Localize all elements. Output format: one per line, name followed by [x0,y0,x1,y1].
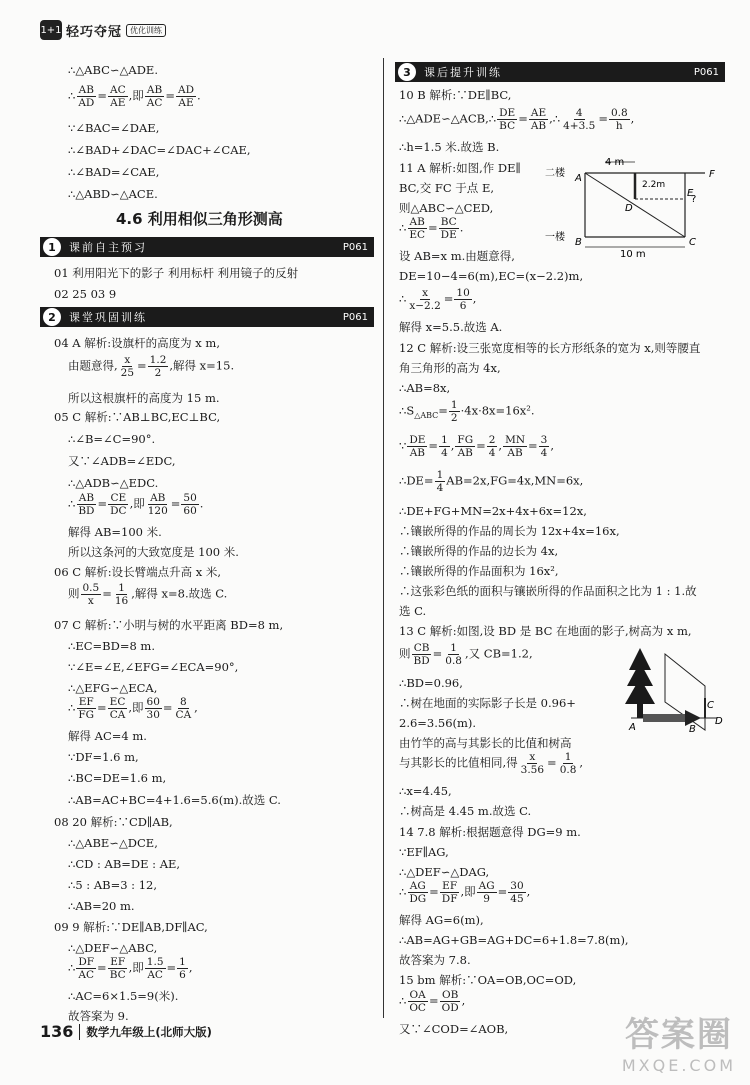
section-page: P061 [342,311,368,323]
fraction: $\frac{CB}{BD}$ [413,642,430,667]
answer-line: 07 C 解析:∵小明与树的水平距离 BD=8 m, [54,618,284,632]
answer-line: ∴ $\frac{AB}{EC}$ = $\frac{BC}{DE}$ . [399,216,464,241]
fraction: $\frac{50}{60}$ [183,492,197,517]
answer-line: ∴AB=AG+GB=AG+DC=6+1.8=7.8(m), [399,933,629,947]
section-bar-1 [40,237,374,257]
label-a: A [629,722,636,733]
fraction: $\frac{3}{4}$ [540,434,548,459]
section-number: 1 [43,238,61,256]
label-bottom-len: 10 m [620,249,646,260]
answer-line: ∴△DEF∽△ABC, [68,941,158,955]
answer-line: BC,交 FC 于点 E, [399,181,495,195]
answer-line: 则 $\frac{0.5}{x}$ = $\frac{1}{16}$ ,解得 x=8.故选 C. [68,582,228,607]
section-number: 2 [43,308,61,326]
answer-line: 06 C 解析:设长臂端点升高 x 米, [54,565,222,579]
section-page: P061 [693,66,719,78]
answer-line: 解得 AC=4 m. [68,729,147,743]
answer-line: 设 AB=x m.由题意得, [399,249,515,263]
answer-line: ∵∠E=∠E,∠EFG=∠ECA=90°, [68,660,239,674]
answer-line: ∴BC=DE=1.6 m, [68,771,167,785]
answer-line: 解得 x=5.5.故选 A. [399,320,503,334]
fraction: $\frac{8}{CA}$ [175,696,192,721]
fraction: $\frac{AB}{AD}$ [78,84,95,109]
fraction: $\frac{x}{x-2.2}$ [409,287,441,312]
footer-divider [79,1024,80,1040]
fraction: $\frac{FG}{AB}$ [457,434,474,459]
answer-line: ∴这张彩色纸的面积与镶嵌所得的作品面积之比为 1 : 1.故 [399,584,697,598]
section-title: 课堂巩固训练 [69,311,147,324]
section-number: 3 [398,63,416,81]
answer-line: 04 A 解析:设旗杆的高度为 x m, [54,336,220,350]
answer-line: 10 B 解析:∵DE∥BC, [399,88,512,102]
fraction: $\frac{EF}{BC}$ [109,956,126,981]
fraction: $\frac{CE}{DC}$ [110,492,127,517]
answer-line: 又∵∠ADB=∠EDC, [68,454,176,468]
section-heading: 4.6 利用相似三角形测高 [116,210,283,228]
fraction: $\frac{EF}{DF}$ [441,880,458,905]
answer-line: ∴ $\frac{x}{x-2.2}$ = $\frac{10}{6}$ , [399,287,477,312]
answer-line: ∴∠B=∠C=90°. [68,432,156,446]
label-c: C [689,237,696,248]
answer-line: ∴AB=AC+BC=4+1.6=5.6(m).故选 C. [68,793,281,807]
label-height: 2.2m [642,180,666,190]
answer-line: ∴BD=0.96, [399,676,463,690]
answer-line: 13 C 解析:如图,设 BD 是 BC 在地面的影子,树高为 x m, [399,624,692,638]
shadow-bar [643,714,689,722]
fraction: $\frac{AB}{120}$ [147,492,168,517]
fraction: $\frac{60}{30}$ [146,696,160,721]
label-d: D [715,716,723,727]
answer-line: 14 7.8 解析:根据题意得 DG=9 m. [399,825,581,839]
label-e: E [687,188,694,199]
fraction: $\frac{x}{25}$ [120,354,135,379]
answer-line: ∴x=4.45, [399,784,452,798]
answer-line: ∴△ADE∽△ACB,∴ $\frac{DE}{BC}$ = $\frac{AE}{AB}$ ,∴ $\frac{4}{4+3.5}$ = $\frac{0.8}{h}$ , [399,107,635,132]
answer-line: 解得 AG=6(m), [399,913,484,927]
answer-line: 又∵∠COD=∠AOB, [399,1022,509,1036]
answer-line: 故答案为 9. [68,1009,129,1023]
fraction: $\frac{1}{4}$ [436,469,444,494]
answer-line: 故答案为 7.8. [399,953,471,967]
answer-line: ∴CD : AB=DE : AE, [68,857,181,871]
answer-line: ∴镶嵌所得的作品的边长为 4x, [399,544,559,558]
fraction: $\frac{AG}{DG}$ [409,880,427,905]
answer-line: 则△ABC∽△CED, [399,201,494,215]
answer-line: ∵ $\frac{DE}{AB}$ = $\frac{1}{4}$ , $\frac{FG}{AB}$ = $\frac{2}{4}$ , $\frac{MN}{AB}$ = $\frac{3}{4}$ , [399,434,555,459]
fraction: $\frac{2}{4}$ [488,434,496,459]
answer-line: ∴镶嵌所得的作品的周长为 12x+4x=16x, [399,524,620,538]
answer-line: DE=10−4=6(m),EC=(x−2.2)m, [399,269,584,283]
header-logo [40,18,166,42]
section-bar-3 [395,62,725,82]
answer-line: ∴DE+FG+MN=2x+4x+6x=12x, [399,504,587,518]
answer-line: ∴ $\frac{AB}{BD}$ = $\frac{CE}{DC}$ ,即 $\frac{AB}{120}$ = $\frac{50}{60}$ . [68,492,204,517]
text-line: ∴△ABC∽△ADE. [68,63,158,77]
watermark [622,1007,736,1075]
answer-line: $\therefore S_{\triangle ABC}=$ $\frac{1}{2}$ ·4x·8x=16x². [399,399,535,424]
fraction: $\frac{OB}{OD}$ [441,989,459,1014]
answer-line: ∴AB=8x, [399,381,451,395]
label-f: F [709,169,715,180]
label-question: ? [691,194,697,205]
fraction: $\frac{MN}{AB}$ [505,434,526,459]
answer-line: ∴ $\frac{EF}{FG}$ = $\frac{EC}{CA}$ ,即 $\frac{60}{30}$ = $\frac{8}{CA}$ , [68,696,198,721]
fraction: $\frac{1}{0.8}$ [445,642,462,667]
label-floor1: 一楼 [545,232,565,243]
label-c: C [707,700,714,711]
staircase-figure [545,157,725,277]
answer-line: 选 C. [399,604,427,618]
column-divider [383,58,384,1018]
fraction: $\frac{1}{4}$ [441,434,448,459]
logo-icon: 1+1 [40,20,62,40]
answer-line: 02 25 03 9 [54,287,117,301]
answer-line: 05 C 解析:∵AB⊥BC,EC⊥BC, [54,410,221,424]
fraction: $\frac{BC}{DE}$ [440,216,457,241]
answer-line: ∴DE= $\frac{1}{4}$ AB=2x,FG=4x,MN=6x, [399,469,584,494]
answer-line: ∴AB=20 m. [68,899,135,913]
answer-line: ∴△ADB∽△EDC. [68,476,159,490]
fraction: $\frac{1}{0.8}$ [559,751,577,776]
watermark-url: MXQE.COM [621,1056,736,1075]
fraction: $\frac{1}{6}$ [179,956,186,981]
answer-line: ∴5 : AB=3 : 12, [68,878,158,892]
fraction: $\frac{AE}{AB}$ [530,107,547,132]
text-line: ∴ $\frac{AB}{AD}$ = $\frac{AC}{AE}$ ,即 $\frac{AB}{AC}$ = $\frac{AD}{AE}$ . [68,84,201,109]
answer-line: ∴ $\frac{OA}{OC}$ = $\frac{OB}{OD}$ , [399,989,466,1014]
answer-line: ∴EC=BD=8 m. [68,639,155,653]
answer-line: 由题意得, $\frac{x}{25}$ = $\frac{1.2}{2}$ ,解得 x=15. [68,354,235,379]
answer-line: ∴△EFG∽△ECA, [68,681,158,695]
text-line: ∴△ABD∽△ACE. [68,187,158,201]
section-title: 课前自主预习 [69,241,147,254]
answer-line: 08 20 解析:∵CD∥AB, [54,815,173,829]
answer-line: 01 利用阳光下的影子 利用标杆 利用镜子的反射 [54,266,299,280]
answer-line: 09 9 解析:∵DE∥AB,DF∥AC, [54,920,208,934]
fraction: $\frac{4}{4+3.5}$ [563,107,596,132]
fraction: $\frac{AD}{AE}$ [178,84,195,109]
answer-line: ∴树在地面的实际影子长是 0.96+ [399,696,576,710]
fraction: $\frac{OA}{OC}$ [409,989,426,1014]
answer-line: ∴ $\frac{AG}{DG}$ = $\frac{EF}{DF}$ ,即 $\frac{AG}{9}$ = $\frac{30}{45}$ , [399,880,531,905]
fraction: $\frac{1.2}{2}$ [149,354,167,379]
watermark-logo: 答案圈 [624,1015,733,1055]
fraction: $\frac{30}{45}$ [510,880,524,905]
answer-line: ∵DF=1.6 m, [68,750,139,764]
fraction: $\frac{1}{2}$ [450,399,458,424]
page-number: 136 [40,1022,74,1041]
answer-line: ∴AC=6×1.5=9(米). [68,989,179,1003]
fraction: $\frac{1.5}{AC}$ [146,956,164,981]
answer-line: 11 A 解析:如图,作 DE∥ [399,161,521,175]
answer-line: ∴树高是 4.45 m.故选 C. [399,804,532,818]
answer-line: 15 bm 解析:∵OA=OB,OC=OD, [399,973,577,987]
label-floor2: 二楼 [545,168,565,179]
label-top-len: 4 m [605,157,625,168]
label-a: A [575,173,582,184]
answer-line: 则 $\frac{CB}{BD}$ = $\frac{1}{0.8}$ ,又 CB=1.2, [399,642,533,667]
fraction: $\frac{DE}{BC}$ [499,107,516,132]
label-b: B [575,237,582,248]
answer-line: ∴ $\frac{DF}{AC}$ = $\frac{EF}{BC}$ ,即 $\frac{1.5}{AC}$ = $\frac{1}{6}$ , [68,956,193,981]
answer-line: 由竹竿的高与其影长的比值和树高 [399,736,572,750]
tree-trunk [637,704,643,718]
answer-line: ∴△DEF∽△DAG, [399,865,490,879]
text-line: ∴∠BAD+∠DAC=∠DAC+∠CAE, [68,143,251,157]
fraction: $\frac{EF}{FG}$ [78,696,95,721]
fraction: $\frac{DE}{AB}$ [409,434,426,459]
fraction: $\frac{AB}{BD}$ [78,492,95,517]
label-b: B [689,724,696,735]
text-line: ∴∠BAD=∠CAE, [68,165,160,179]
label-d: D [625,203,633,214]
fraction: $\frac{AB}{AC}$ [146,84,163,109]
brand-title: 轻巧夺冠 [66,24,123,40]
fraction: $\frac{10}{6}$ [456,287,470,312]
answer-line: ∴h=1.5 米.故选 B. [399,140,500,154]
fraction: $\frac{AB}{EC}$ [409,216,426,241]
answer-line: 所以这条河的大致宽度是 100 米. [68,545,239,559]
section-page: P061 [342,241,368,253]
section-title: 课后提升训练 [424,66,502,79]
fraction: $\frac{0.5}{x}$ [82,582,100,607]
answer-line: ∵EF∥AG, [399,845,449,859]
fraction: $\frac{EC}{CA}$ [109,696,126,721]
answer-line: 与其影长的比值相同,得 $\frac{x}{3.56}$ = $\frac{1}{0.8}$ , [399,751,584,776]
answer-line: 12 C 解析:设三张宽度相等的长方形纸条的宽为 x,则等腰直 [399,341,701,355]
text-line: ∵∠BAC=∠DAE, [68,121,160,135]
answer-line: ∴镶嵌所得的作品面积为 16x², [399,564,559,578]
fraction: $\frac{AC}{AE}$ [109,84,126,109]
answer-line: 所以这根旗杆的高度为 15 m. [68,391,220,405]
page-footer [40,1022,212,1041]
answer-line: 角三角形的高为 4x, [399,361,501,375]
fraction: $\frac{AG}{9}$ [478,880,495,905]
answer-line: ∴△ABE∽△DCE, [68,836,158,850]
answer-line: 解得 AB=100 米. [68,525,162,539]
section-bar-2 [40,307,374,327]
book-title: 数学九年级上(北师大版) [86,1024,212,1039]
tree-shadow-figure [625,642,725,742]
fraction: $\frac{1}{16}$ [114,582,129,607]
fraction: $\frac{DF}{AC}$ [78,956,95,981]
fraction: $\frac{x}{3.56}$ [520,751,545,776]
fraction: $\frac{0.8}{h}$ [610,107,628,132]
answer-line: 2.6=3.56(m). [399,716,477,730]
brand-subtitle: 优化训练 [126,24,166,37]
